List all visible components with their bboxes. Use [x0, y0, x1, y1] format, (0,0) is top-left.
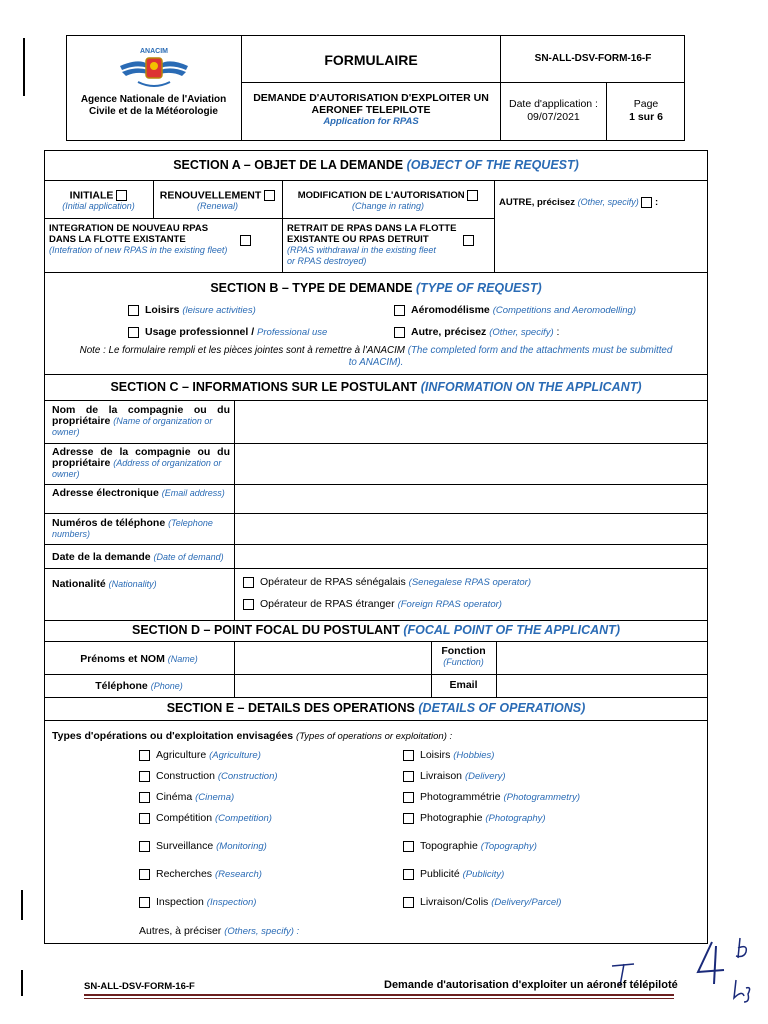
operation-checkbox[interactable]: [139, 869, 150, 880]
col-line: [234, 400, 235, 620]
col-line: [494, 180, 495, 272]
phone-numbers-label: Numéros de téléphone (Telephone numbers): [52, 517, 213, 539]
renouvellement-option: RENOUVELLEMENT (Renewal): [153, 190, 282, 212]
form-subtitle: DEMANDE D'AUTORISATION D'EXPLOITER UN AERONEF TELEPILOTE Application for RPAS: [253, 92, 489, 127]
autre-a-checkbox[interactable]: [641, 197, 652, 208]
modification-checkbox[interactable]: [467, 190, 478, 201]
operation-option: Publicité (Publicity): [403, 868, 693, 896]
operation-checkbox[interactable]: [403, 750, 414, 761]
focal-function-input[interactable]: [498, 643, 706, 673]
section-d-title: SECTION D – POINT FOCAL DU POSTULANT (FOCAL POINT OF THE APPLICANT): [132, 623, 620, 637]
operation-types-right: [403, 749, 693, 924]
company-name-label: Nom de la compagnie ou du propriétaire (Name of organization or owner): [52, 404, 230, 437]
application-date: Date d'application : 09/07/2021: [509, 98, 598, 123]
footer-line: [84, 994, 674, 996]
senegalese-operator-option: Opérateur de RPAS sénégalais (Senegalese RPAS operator): [243, 576, 531, 588]
anacim-logo: [118, 48, 190, 92]
operation-checkbox[interactable]: [403, 869, 414, 880]
section-e-title: SECTION E – DETAILS DES OPERATIONS (DETAILS OF OPERATIONS): [166, 701, 586, 715]
email-input[interactable]: [236, 486, 706, 512]
header-divider: [500, 35, 501, 141]
row-line: [44, 674, 708, 675]
usage-pro-option: Usage professionnel / Professional use: [128, 326, 327, 338]
aeromodelisme-option: Aéromodélisme (Competitions and Aeromodelling): [394, 304, 636, 316]
retrait-option: RETRAIT DE RPAS DANS LA FLOTTE EXISTANTE OU RPAS DETRUIT (RPAS withdrawal in the existing fleet or RPAS destroyed): [287, 223, 457, 266]
autre-b-checkbox[interactable]: [394, 327, 405, 338]
row-line: [44, 720, 708, 721]
renouvellement-checkbox[interactable]: [264, 190, 275, 201]
retrait-checkbox[interactable]: [463, 235, 474, 246]
operation-checkbox[interactable]: [139, 750, 150, 761]
operation-checkbox[interactable]: [139, 813, 150, 824]
row-line: [44, 374, 708, 375]
operation-checkbox[interactable]: [139, 792, 150, 803]
operation-checkbox[interactable]: [139, 841, 150, 852]
integration-option: INTEGRATION DE NOUVEAU RPAS DANS LA FLOTTE EXISTANTE (Intefration of new RPAS in the existing fleet): [49, 223, 228, 255]
operation-option: Photographie (Photography): [403, 812, 693, 840]
header-divider: [241, 82, 685, 83]
row-line: [44, 180, 708, 181]
company-address-input[interactable]: [236, 445, 706, 483]
focal-phone-input[interactable]: [236, 676, 430, 696]
operation-checkbox[interactable]: [139, 897, 150, 908]
col-line: [496, 641, 497, 697]
form-code: SN-ALL-DSV-FORM-16-F: [534, 53, 652, 64]
focal-function-label: Fonction (Function): [441, 645, 486, 667]
operation-checkbox[interactable]: [403, 897, 414, 908]
operation-option: Surveillance (Monitoring): [139, 840, 379, 868]
logo-text: ANACIM: [140, 48, 168, 55]
operation-option: Recherches (Research): [139, 868, 379, 896]
row-line: [44, 484, 708, 485]
row-line: [44, 400, 708, 401]
operation-option: Topographie (Topography): [403, 840, 693, 868]
aeromodelisme-checkbox[interactable]: [394, 305, 405, 316]
company-name-input[interactable]: [236, 402, 706, 442]
form-title: FORMULAIRE: [324, 52, 418, 68]
focal-phone-label: Téléphone (Phone): [95, 680, 183, 692]
focal-name-input[interactable]: [236, 643, 430, 673]
operation-checkbox[interactable]: [403, 841, 414, 852]
footer-line: [84, 998, 674, 999]
footer-code: SN-ALL-DSV-FORM-16-F: [84, 981, 195, 992]
operation-option: Loisirs (Hobbies): [403, 749, 693, 770]
row-line: [44, 443, 708, 444]
row-line: [44, 568, 708, 569]
scan-mark: [23, 38, 25, 96]
operation-option: Construction (Construction): [139, 770, 379, 791]
section-a-title: SECTION A – OBJET DE LA DEMANDE (OBJECT OF THE REQUEST): [173, 158, 579, 172]
section-b-note: Note : Le formulaire rempli et les pièces jointes sont à remettre à l'ANACIM (The completed form and the attachments must be submitted to ANACIM).: [79, 345, 673, 368]
company-address-label: Adresse de la compagnie ou du propriétaire (Address of organization or owner): [52, 446, 230, 479]
scan-mark: [21, 970, 23, 996]
operation-checkbox[interactable]: [139, 771, 150, 782]
row-line: [44, 620, 708, 621]
operation-option: Agriculture (Agriculture): [139, 749, 379, 770]
operation-checkbox[interactable]: [403, 813, 414, 824]
focal-email-label: Email: [449, 679, 478, 691]
modification-option: MODIFICATION DE L'AUTORISATION (Change in rating): [282, 190, 494, 212]
initiale-option: INITIALE (Initial application): [62, 189, 135, 212]
foreign-operator-option: Opérateur de RPAS étranger (Foreign RPAS operator): [243, 598, 502, 610]
footer-title: Demande d'autorisation d'exploiter un aéronef télépiloté: [384, 979, 678, 991]
operation-types-label: Types d'opérations ou d'exploitation envisagées (Types of operations or exploitation) :: [52, 730, 453, 742]
row-line: [44, 272, 708, 273]
handwritten-initials-icon: [690, 932, 760, 1004]
senegalese-operator-checkbox[interactable]: [243, 577, 254, 588]
usage-pro-checkbox[interactable]: [128, 327, 139, 338]
section-c-title: SECTION C – INFORMATIONS SUR LE POSTULANT (INFORMATION ON THE APPLICANT): [110, 380, 642, 394]
operation-checkbox[interactable]: [403, 792, 414, 803]
foreign-operator-checkbox[interactable]: [243, 599, 254, 610]
email-label: Adresse électronique (Email address): [52, 487, 225, 499]
row-line: [44, 218, 494, 219]
request-date-input[interactable]: [236, 546, 706, 567]
operation-option: Inspection (Inspection): [139, 896, 379, 924]
operation-option: Livraison (Delivery): [403, 770, 693, 791]
integration-checkbox[interactable]: [240, 235, 251, 246]
request-date-label: Date de la demande (Date of demand): [52, 551, 224, 563]
autre-option-b: Autre, précisez (Other, specify) :: [394, 326, 559, 338]
operation-option: Compétition (Competition): [139, 812, 379, 840]
row-line: [44, 641, 708, 642]
autre-option-a: AUTRE, précisez (Other, specify) :: [499, 197, 659, 209]
loisirs-option-b: Loisirs (leisure activities): [128, 304, 256, 316]
operation-types-left: [139, 749, 379, 924]
other-operations-label: Autres, à préciser (Others, specify) :: [139, 925, 300, 937]
row-line: [44, 697, 708, 698]
section-b-title: SECTION B – TYPE DE DEMANDE (TYPE OF REQUEST): [210, 281, 542, 295]
page-number: Page 1 sur 6: [629, 98, 663, 123]
loisirs-b-checkbox[interactable]: [128, 305, 139, 316]
operation-option: Photogrammétrie (Photogrammetry): [403, 791, 693, 812]
focal-name-label: Prénoms et NOM (Name): [80, 653, 198, 665]
row-line: [44, 513, 708, 514]
operation-option: Cinéma (Cinema): [139, 791, 379, 812]
operation-checkbox[interactable]: [403, 771, 414, 782]
phone-numbers-input[interactable]: [236, 515, 706, 543]
nationality-label: Nationalité (Nationality): [52, 578, 157, 590]
col-line: [234, 641, 235, 697]
initiale-checkbox[interactable]: [116, 190, 127, 201]
org-name: Agence Nationale de l'Aviation Civile et de la Météorologie: [80, 94, 227, 117]
row-line: [44, 544, 708, 545]
operation-option: Livraison/Colis (Delivery/Parcel): [403, 896, 693, 924]
focal-email-input[interactable]: [498, 676, 706, 696]
scan-mark: [21, 890, 23, 920]
